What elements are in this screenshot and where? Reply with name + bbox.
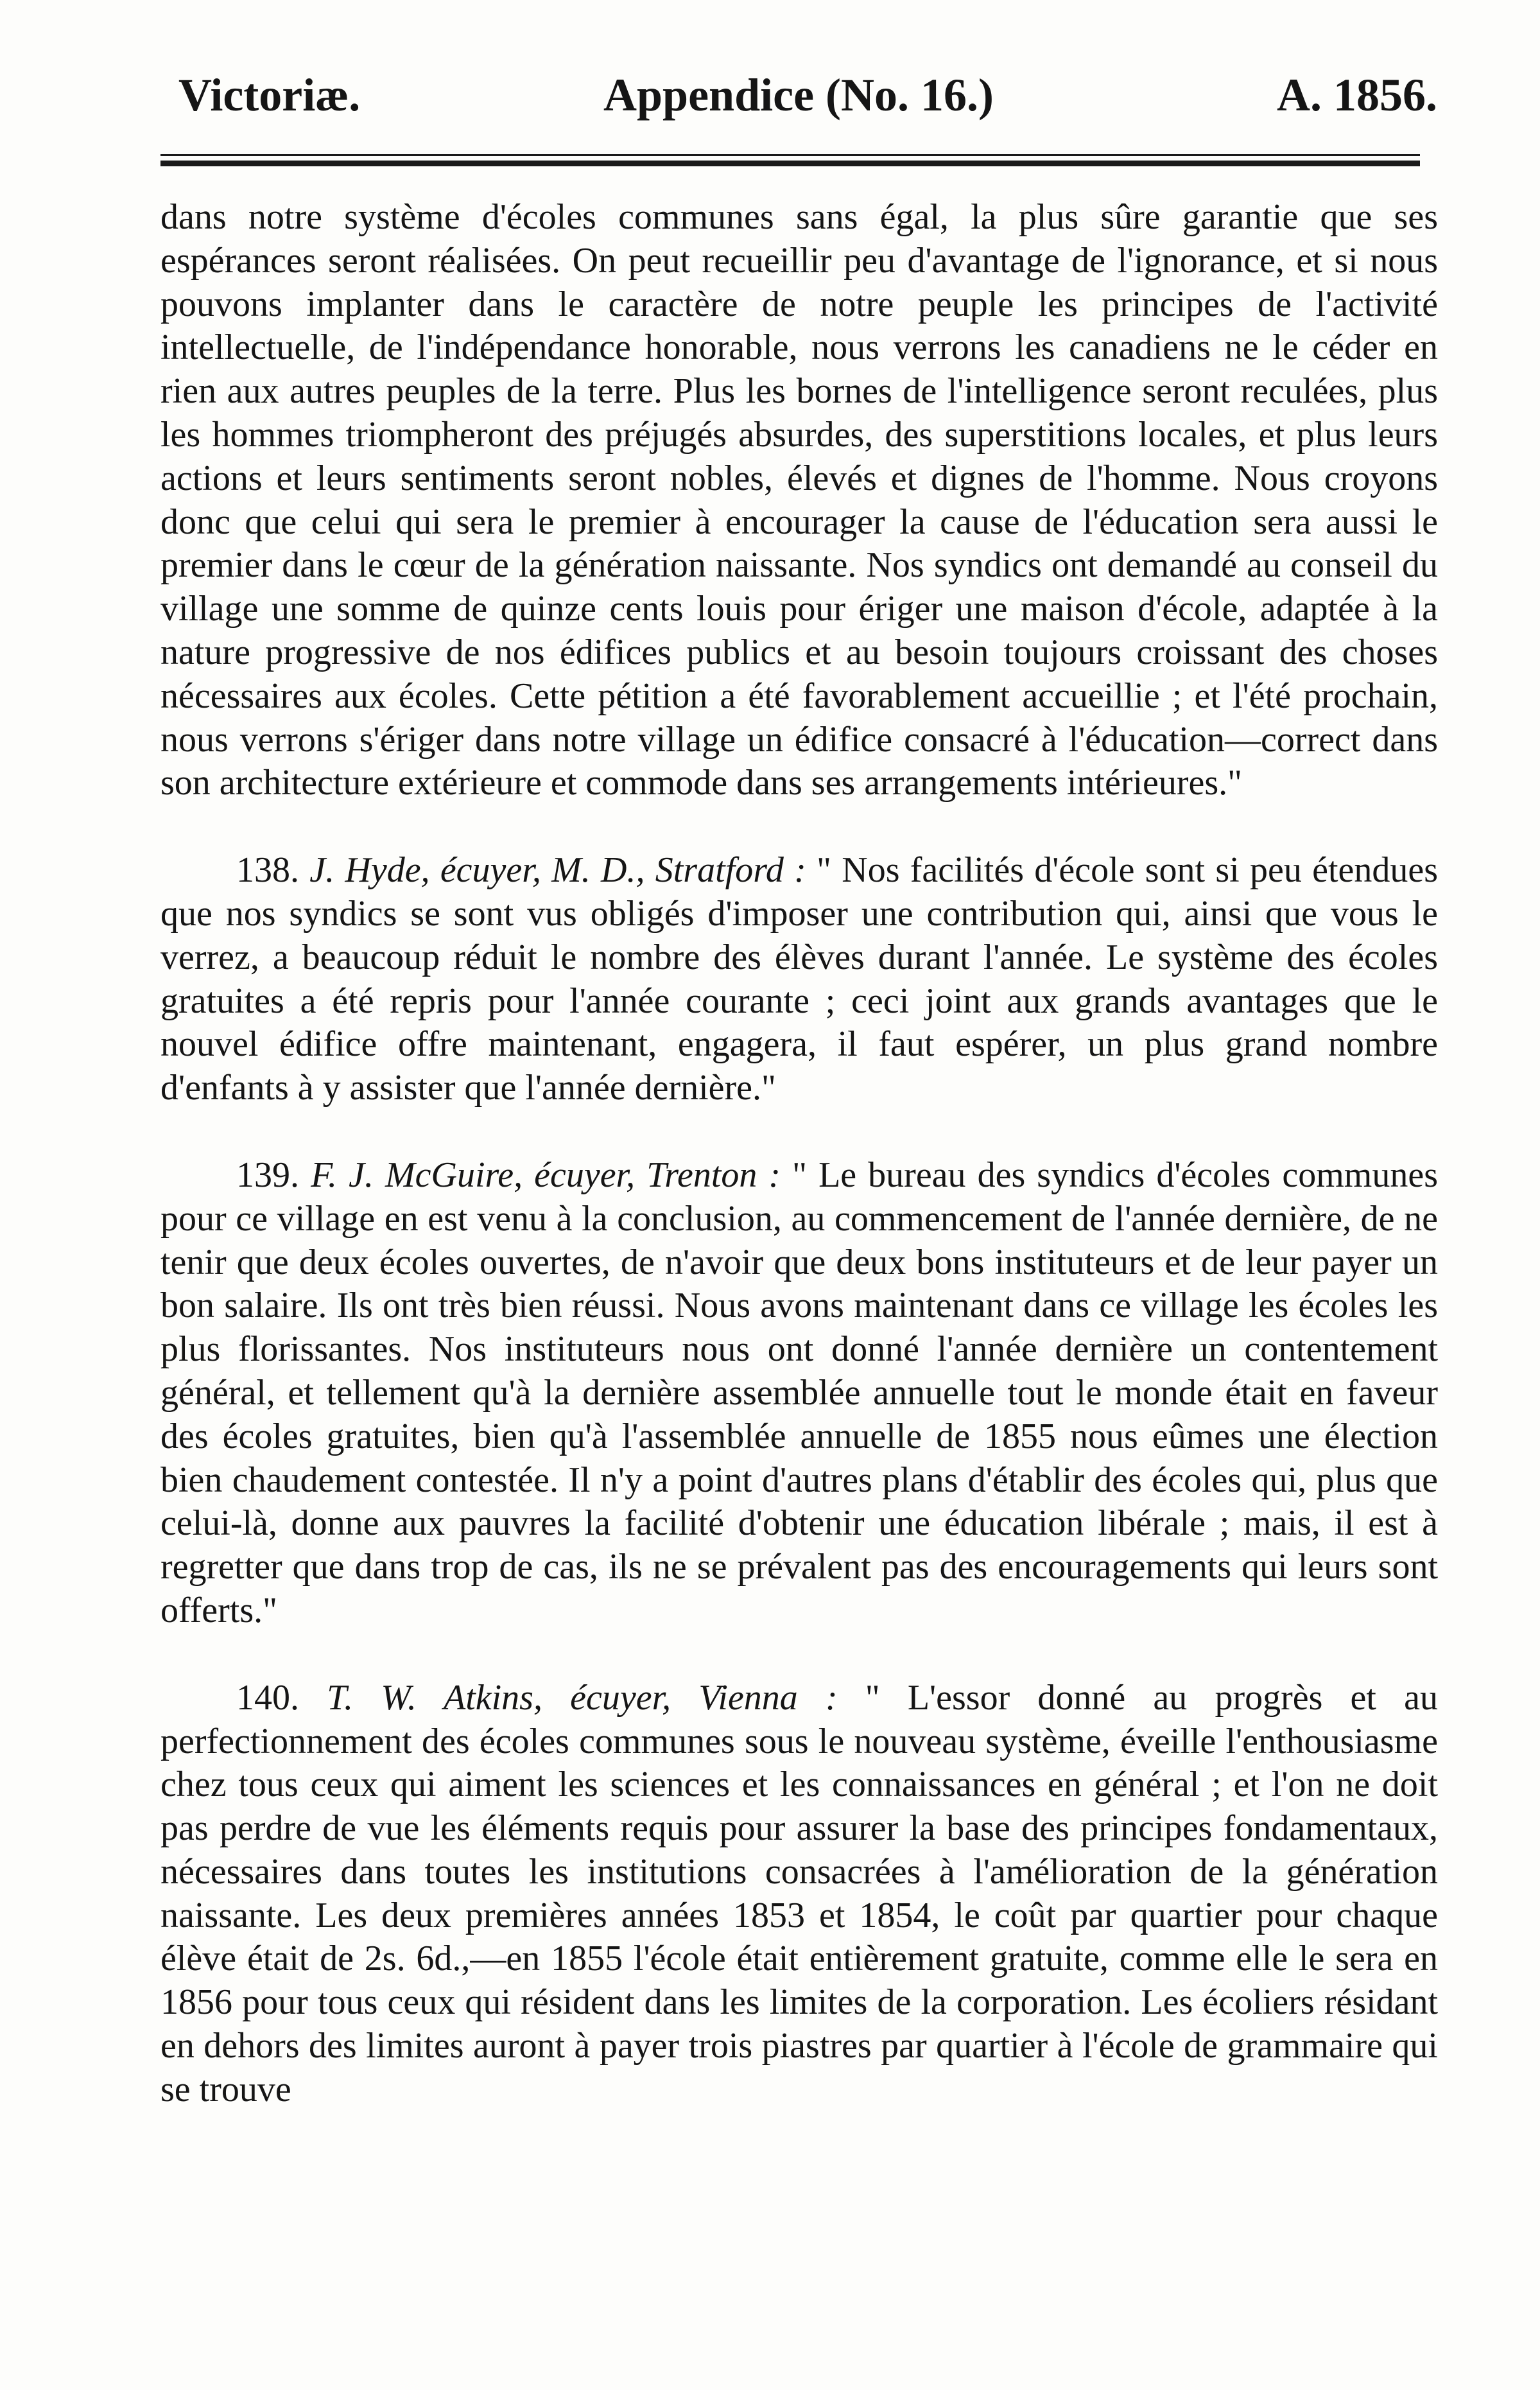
entry-text: " Nos facilités d'école sont si peu étendues que nos syndics se sont vus obligés d'imposer une contribution qui, ainsi que vous le verrez, a beaucoup réduit le nombre des élèves durant l'année. Le système des écoles gratuites a été repris pour l'année courante ; ceci joint aux grands avantages que le nouvel édifice offre maintenant, engagera, il faut espérer, un plus grand nombre d'enfants à y assister que l'année dernière." bbox=[160, 850, 1439, 1108]
entry-author: F. J. McGuire, écuyer, bbox=[311, 1155, 636, 1195]
header-left: Victoriæ. bbox=[178, 69, 361, 121]
header-center: Appendice (No. 16.) bbox=[603, 69, 994, 121]
entry-number: 139. bbox=[236, 1155, 299, 1195]
header-rule-thin bbox=[160, 154, 1420, 156]
entry-author: T. W. Atkins, écuyer, bbox=[327, 1677, 671, 1718]
entry-139 bbox=[160, 1154, 1438, 1633]
entry-text: " Le bureau des syndics d'écoles communes pour ce village en est venu à la conclusion, au commencement de l'année dernière, de ne tenir que deux écoles ouvertes, de n'avoir que deux bons instituteurs et de leur payer un bon salaire. Ils ont très bien réussi. Nous avons maintenant dans ce village les écoles les plus florissantes. Nos instituteurs nous ont donné l'année dernière un contentement général, et tellement qu'à la dernière assemblée annuelle tout le monde était en faveur des écoles gratuites, bien qu'à l'assemblée annuelle de 1855 nous eûmes une élection bien chaudement contestée. Il n'y a point d'autres plans d'établir des écoles qui, plus que celui-là, donne aux pauvres la facilité d'obtenir une éducation libérale ; mais, il est à regretter que dans trop de cas, ils ne se prévalent pas des encouragements qui leurs sont offerts." bbox=[160, 1155, 1439, 1630]
entry-138 bbox=[160, 849, 1438, 1110]
entry-140 bbox=[160, 1677, 1438, 2112]
continuation-paragraph: dans notre système d'écoles communes sans égal, la plus sûre garantie que ses espérances seront réalisées. On peut recueillir peu d'avantage de l'ignorance, et si nous pouvons implanter dans le caractère de notre peuple les principes de l'activité intellectuelle, de l'indépendance honorable, nous verrons les canadiens ne le céder en rien aux autres peuples de la terre. Plus les bornes de l'intelligence seront reculées, plus les hommes triompheront des préjugés absurdes, des superstitions locales, et plus leurs actions et leurs sentiments seront nobles, élevés et dignes de l'homme. Nous croyons donc que celui qui sera le premier à encourager la cause de l'éducation sera aussi le premier dans le cœur de la génération naissante. Nos syndics ont demandé au conseil du village une somme de quinze cents louis pour ériger une maison d'école, adaptée à la nature progressive de nos édifices publics et au besoin toujours croissant des choses nécessaires aux écoles. Cette pétition a été favorablement accueillie ; et l'été prochain, nous verrons s'ériger dans notre village un édifice consacré à l'éducation—correct dans son architecture extérieure et commode dans ses arrangements intérieures." bbox=[160, 197, 1438, 803]
entry-place: Trenton : bbox=[646, 1155, 781, 1195]
header-right: A. 1856. bbox=[1277, 69, 1437, 121]
entry-place: Vienna : bbox=[698, 1677, 838, 1718]
entry-text: " L'essor donné au progrès et au perfectionnement des écoles communes sous le nouveau système, éveille l'enthousiasme chez tous ceux qui aiment les sciences et les connaissances en général ; et l'on ne doit pas perdre de vue les éléments requis pour assurer la base des principes fondamentaux, nécessaires dans toutes les institutions consacrées à l'amélioration de la génération naissante. Les deux premières années 1853 et 1854, le coût par quartier pour chaque élève était de 2s. 6d.,—en 1855 l'école était entièrement gratuite, comme elle le sera en 1856 pour tous ceux qui résident dans les limites de la corporation. Les écoliers résidant en dehors des limites auront à payer trois piastres par quartier à l'école de grammaire qui se trouve bbox=[160, 1677, 1438, 2109]
entry-place: Stratford : bbox=[655, 850, 806, 891]
entry-number: 138. bbox=[236, 850, 299, 891]
entry-author: J. Hyde, écuyer, M. D., bbox=[309, 850, 645, 891]
entry-number: 140. bbox=[236, 1677, 299, 1718]
header-rule-thick bbox=[160, 161, 1420, 166]
running-header bbox=[160, 57, 1444, 134]
body-text bbox=[160, 196, 1438, 2112]
